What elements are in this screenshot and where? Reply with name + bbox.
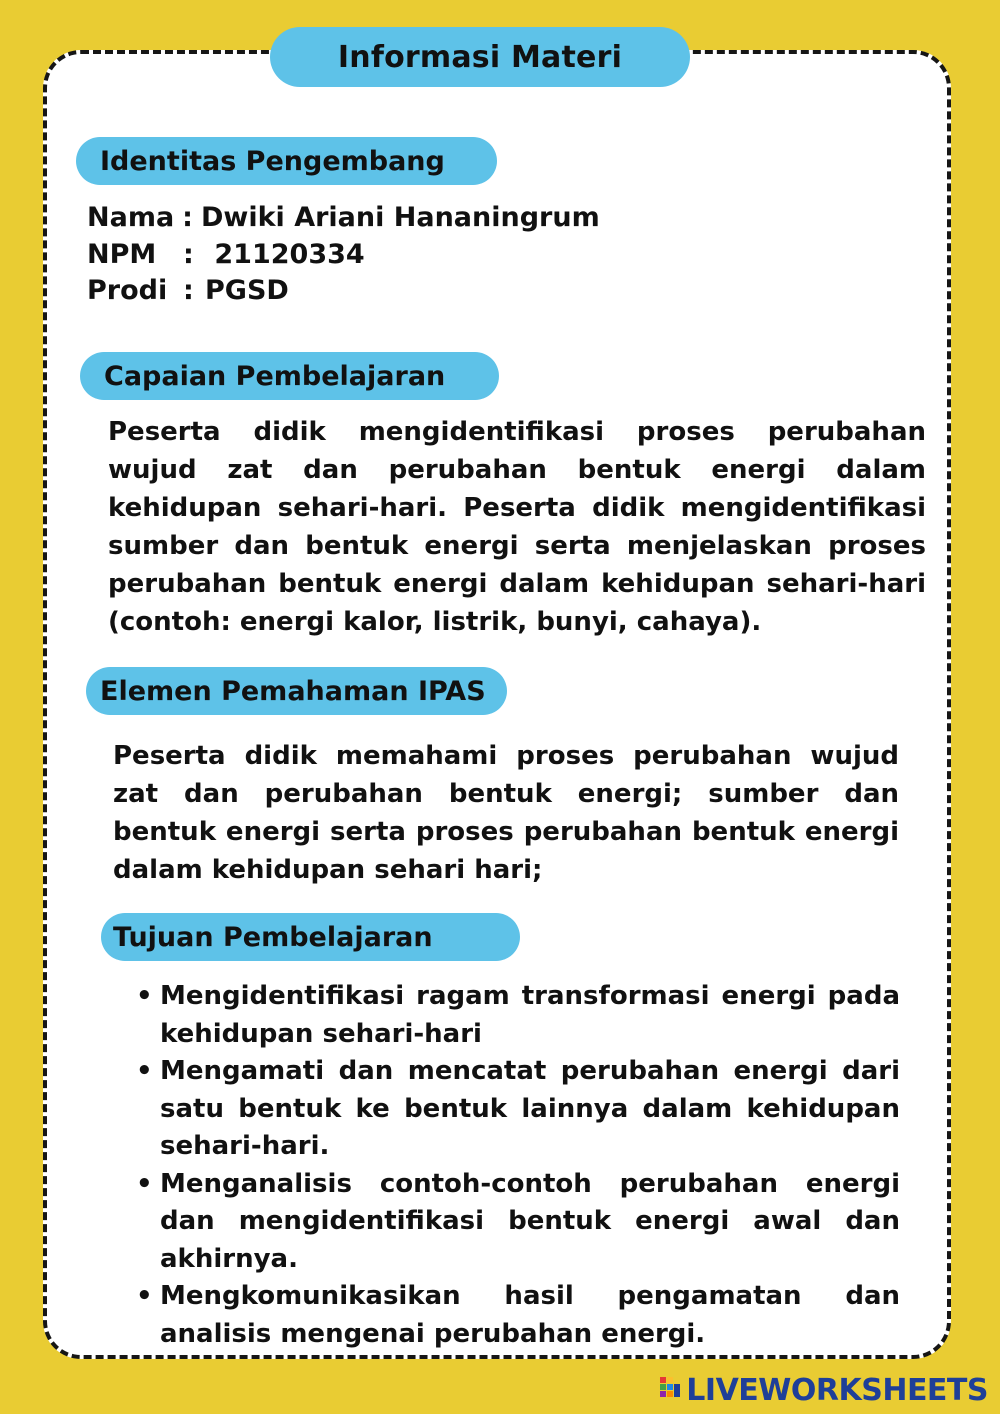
identity-row-prodi xyxy=(87,273,600,310)
liveworksheets-logo-icon xyxy=(660,1377,682,1403)
identity-value-npm: 21120334 xyxy=(205,238,365,270)
list-item xyxy=(130,978,900,1053)
list-item xyxy=(130,1166,900,1279)
brand-label: LIVEWORKSHEETS xyxy=(686,1372,988,1408)
identity-colon: : xyxy=(183,238,194,270)
section-heading-capaian: Capaian Pembelajaran xyxy=(80,352,499,400)
page-title: Informasi Materi xyxy=(270,27,690,87)
goal-text: Menganalisis contoh-contoh perubahan energi dan mengidentifikasi bentuk energi awal dan akhirnya. xyxy=(160,1168,900,1274)
liveworksheets-brand[interactable] xyxy=(660,1372,988,1408)
identity-value-name: Dwiki Ariani Hananingrum xyxy=(200,202,600,233)
identity-row-name xyxy=(87,200,600,237)
section-heading-elemen: Elemen Pemahaman IPAS xyxy=(86,667,507,715)
identity-value-prodi: PGSD xyxy=(205,275,289,306)
list-item xyxy=(130,1053,900,1166)
bullet-icon: • xyxy=(136,1281,153,1311)
identity-colon: : xyxy=(183,275,194,306)
identity-label-npm: NPM xyxy=(87,238,157,270)
identity-block xyxy=(87,200,600,310)
goals-list xyxy=(130,978,900,1353)
identity-colon: : xyxy=(182,202,193,233)
bullet-icon: • xyxy=(136,981,153,1011)
list-item xyxy=(130,1278,900,1353)
goal-text: Mengidentifikasi ragam transformasi energi pada kehidupan sehari-hari xyxy=(160,981,900,1049)
section-heading-tujuan: Tujuan Pembelajaran xyxy=(101,913,520,961)
capaian-text: Peserta didik mengidentifikasi proses perubahan wujud zat dan perubahan bentuk energi dalam kehidupan sehari-hari. Peserta didik mengidentifikasi sumber dan bentuk energi serta menjelaskan proses perubahan bentuk energi dalam kehidupan sehari-hari (contoh: energi kalor, listrik, bunyi, cahaya). xyxy=(108,417,926,637)
identity-label-name: Nama xyxy=(87,202,175,233)
section-heading-identity: Identitas Pengembang xyxy=(76,137,497,185)
identity-row-npm xyxy=(87,237,600,274)
goal-text: Mengamati dan mencatat perubahan energi dari satu bentuk ke bentuk lainnya dalam kehidupan sehari-hari. xyxy=(160,1056,900,1161)
bullet-icon: • xyxy=(136,1168,153,1199)
bullet-icon: • xyxy=(136,1056,153,1086)
goal-text: Mengkomunikasikan hasil pengamatan dan analisis mengenai perubahan energi. xyxy=(160,1281,900,1349)
elemen-text: Peserta didik memahami proses perubahan wujud zat dan perubahan bentuk energi; sumber dan bentuk energi serta proses perubahan bentuk energi dalam kehidupan sehari hari; xyxy=(113,741,899,885)
identity-label-prodi: Prodi xyxy=(87,275,168,306)
